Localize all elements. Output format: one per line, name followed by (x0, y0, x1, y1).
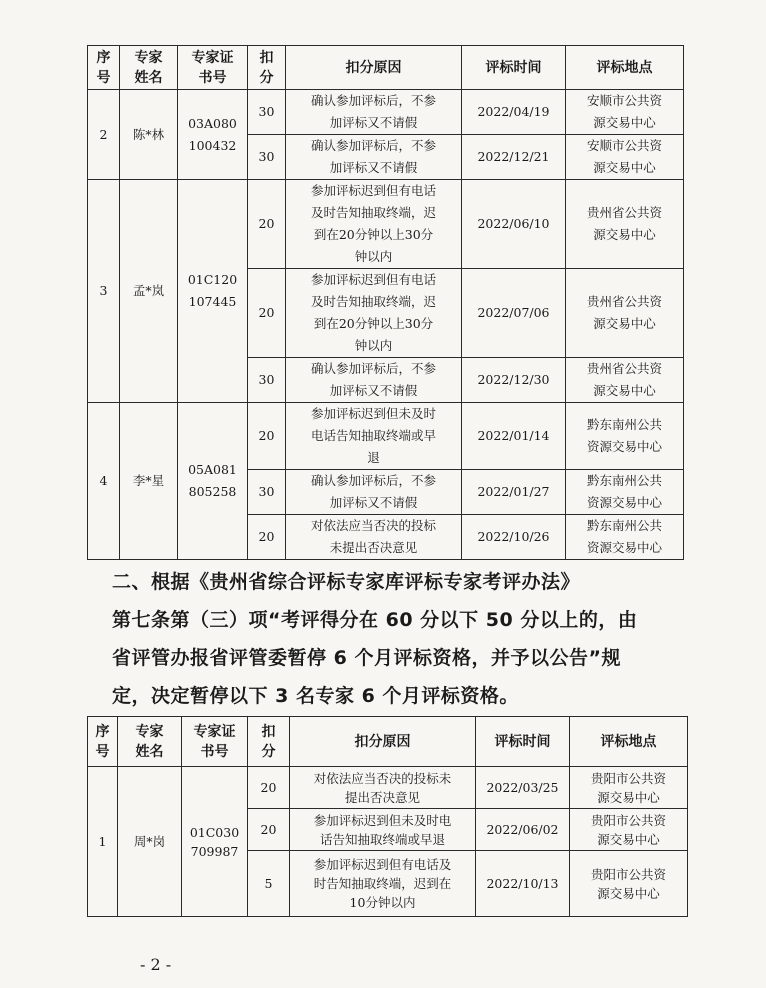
cell-points: 30 (248, 470, 286, 515)
table-row (88, 403, 684, 470)
cell-time: 2022/06/02 (476, 809, 570, 851)
cell-place: 贵阳市公共资 源交易中心 (570, 851, 688, 917)
cell-no: 2 (88, 90, 120, 180)
cell-reason: 确认参加评标后，不参 加评标又不请假 (286, 135, 462, 180)
cell-cert: 01C120 107445 (178, 180, 248, 403)
cell-place: 贵州省公共资 源交易中心 (566, 358, 684, 403)
header-place: 评标地点 (570, 717, 688, 767)
cell-time: 2022/07/06 (462, 269, 566, 358)
cell-place: 贵阳市公共资 源交易中心 (570, 767, 688, 809)
cell-place: 贵州省公共资 源交易中心 (566, 180, 684, 269)
cell-points: 30 (248, 90, 286, 135)
header-time: 评标时间 (462, 46, 566, 90)
cell-reason: 参加评标迟到但未及时 电话告知抽取终端或早 退 (286, 403, 462, 470)
cell-points: 20 (248, 269, 286, 358)
cell-time: 2022/01/14 (462, 403, 566, 470)
cell-reason: 参加评标迟到但有电话 及时告知抽取终端，迟 到在20分钟以上30分 钟以内 (286, 269, 462, 358)
cell-points: 30 (248, 358, 286, 403)
cell-reason: 对依法应当否决的投标未 提出否决意见 (290, 767, 476, 809)
cell-place: 黔东南州公共 资源交易中心 (566, 403, 684, 470)
cell-place: 黔东南州公共 资源交易中心 (566, 515, 684, 560)
cell-cert: 01C030 709987 (182, 767, 248, 917)
penalty-table-1 (87, 45, 684, 560)
cell-points: 20 (248, 515, 286, 560)
table-row (88, 90, 684, 135)
cell-time: 2022/01/27 (462, 470, 566, 515)
cell-reason: 确认参加评标后，不参 加评标又不请假 (286, 358, 462, 403)
header-points: 扣 分 (248, 46, 286, 90)
header-no: 序 号 (88, 46, 120, 90)
cell-time: 2022/12/21 (462, 135, 566, 180)
cell-points: 20 (248, 180, 286, 269)
header-cert: 专家证 书号 (182, 717, 248, 767)
cell-reason: 参加评标迟到但未及时电 话告知抽取终端或早退 (290, 809, 476, 851)
cell-time: 2022/10/13 (476, 851, 570, 917)
cell-reason: 确认参加评标后，不参 加评标又不请假 (286, 90, 462, 135)
table-header-row (88, 46, 684, 90)
cell-reason: 参加评标迟到但有电话及 时告知抽取终端，迟到在 10分钟以内 (290, 851, 476, 917)
cell-no: 3 (88, 180, 120, 403)
header-cert: 专家证 书号 (178, 46, 248, 90)
page-number: - 2 - (140, 955, 172, 974)
cell-no: 4 (88, 403, 120, 560)
cell-time: 2022/03/25 (476, 767, 570, 809)
paragraph-line: 二、根据《贵州省综合评标专家库评标专家考评办法》 (112, 571, 581, 593)
cell-points: 30 (248, 135, 286, 180)
penalty-table-2 (87, 716, 688, 917)
cell-name: 陈*林 (120, 90, 178, 180)
cell-points: 5 (248, 851, 290, 917)
table-row (88, 180, 684, 269)
cell-time: 2022/06/10 (462, 180, 566, 269)
cell-reason: 对依法应当否决的投标 未提出否决意见 (286, 515, 462, 560)
cell-cert: 05A081 805258 (178, 403, 248, 560)
paragraph-line: 定，决定暂停以下 3 名专家 6 个月评标资格。 (112, 685, 519, 707)
cell-points: 20 (248, 767, 290, 809)
header-no: 序 号 (88, 717, 118, 767)
header-reason: 扣分原因 (290, 717, 476, 767)
cell-points: 20 (248, 809, 290, 851)
cell-cert: 03A080 100432 (178, 90, 248, 180)
table-row (88, 767, 688, 809)
cell-points: 20 (248, 403, 286, 470)
cell-reason: 确认参加评标后，不参 加评标又不请假 (286, 470, 462, 515)
header-time: 评标时间 (476, 717, 570, 767)
cell-time: 2022/12/30 (462, 358, 566, 403)
header-name: 专家 姓名 (118, 717, 182, 767)
header-name: 专家 姓名 (120, 46, 178, 90)
cell-name: 李*星 (120, 403, 178, 560)
cell-name: 孟*岚 (120, 180, 178, 403)
cell-name: 周*岗 (118, 767, 182, 917)
cell-time: 2022/10/26 (462, 515, 566, 560)
paragraph-line: 第七条第（三）项“考评得分在 60 分以下 50 分以上的，由 (112, 609, 638, 631)
cell-place: 黔东南州公共 资源交易中心 (566, 470, 684, 515)
paragraph-line: 省评管办报省评管委暂停 6 个月评标资格，并予以公告”规 (112, 647, 621, 669)
cell-place: 贵阳市公共资 源交易中心 (570, 809, 688, 851)
cell-place: 安顺市公共资 源交易中心 (566, 135, 684, 180)
cell-place: 安顺市公共资 源交易中心 (566, 90, 684, 135)
cell-time: 2022/04/19 (462, 90, 566, 135)
header-reason: 扣分原因 (286, 46, 462, 90)
header-place: 评标地点 (566, 46, 684, 90)
cell-place: 贵州省公共资 源交易中心 (566, 269, 684, 358)
cell-no: 1 (88, 767, 118, 917)
table-header-row (88, 717, 688, 767)
header-points: 扣 分 (248, 717, 290, 767)
cell-reason: 参加评标迟到但有电话 及时告知抽取终端，迟 到在20分钟以上30分 钟以内 (286, 180, 462, 269)
